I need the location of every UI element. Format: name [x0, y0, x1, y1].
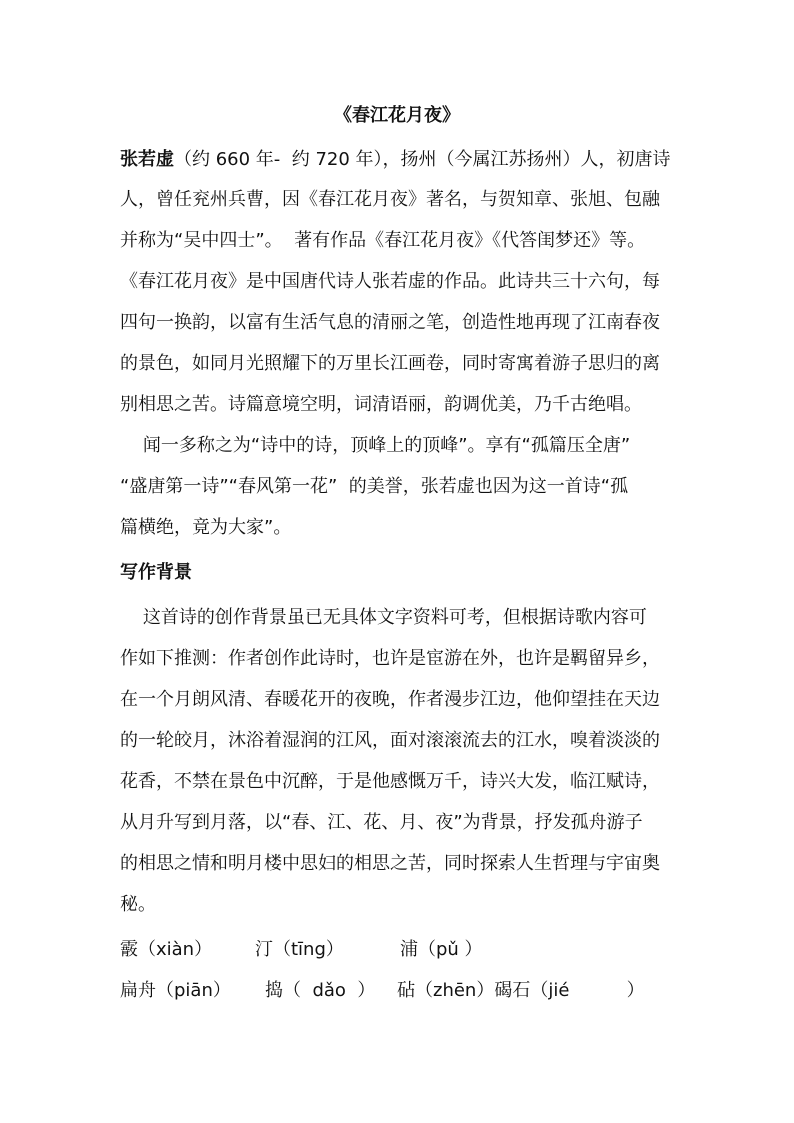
intro-line-8: 闻一多称之为“诗中的诗，顶峰上的顶峰”。享有“孤篇压全唐”	[120, 435, 631, 456]
page-title: 《春江花月夜》	[334, 105, 460, 126]
background-line-8: 秘。	[120, 894, 156, 915]
intro-line-5: 四句一换韵，以富有生活气息的清丽之笔，创造性地再现了江南春夜	[120, 312, 660, 333]
background-line-3: 在一个月朗风清、春暖花开的夜晚，作者漫步江边，他仰望挂在天边	[120, 689, 660, 710]
background-line-4: 的一轮皎月，沐浴着湿润的江风，面对滚滚流去的江水，嗅着淡淡的	[120, 730, 660, 751]
intro-line-3: 并称为“吴中四士”。 著有作品《春江花月夜》《代答闺梦还》等。	[120, 230, 646, 251]
pinyin-item: 浦（pǔ ）	[400, 939, 483, 960]
pinyin-item: 砧（zhēn）碣石（jié ）	[397, 980, 645, 1001]
background-line-1: 这首诗的创作背景虽已无具体文字资料可考，但根据诗歌内容可	[120, 607, 647, 628]
intro-line-10: 篇横绝，竟为大家”。	[120, 517, 292, 538]
intro-line-9: “盛唐第一诗”“春风第一花” 的美誉，张若虚也因为这一首诗“孤	[120, 476, 629, 497]
intro-line-1-text: （约 660 年- 约 720 年），扬州（今属江苏扬州）人，初唐诗	[174, 149, 671, 170]
intro-line-2: 人，曾任兖州兵曹，因《春江花月夜》著名，与贺知章、张旭、包融	[120, 189, 660, 210]
background-line-2: 作如下推测：作者创作此诗时，也许是宦游在外，也许是羁留异乡，	[120, 648, 660, 669]
author-name: 张若虚	[120, 149, 174, 170]
intro-line-7: 别相思之苦。诗篇意境空明，词清语丽，韵调优美，乃千古绝唱。	[120, 394, 642, 415]
pinyin-item: 汀（tīng）	[255, 939, 344, 960]
pinyin-item: 捣（ dǎo ）	[265, 980, 376, 1001]
intro-line-1	[120, 145, 671, 175]
background-line-7: 的相思之情和明月楼中思妇的相思之苦，同时探索人生哲理与宇宙奥	[120, 853, 660, 874]
pinyin-item: 扁舟（piān）	[120, 980, 231, 1001]
pinyin-item: 霰（xiàn）	[120, 939, 213, 960]
intro-line-4: 《春江花月夜》是中国唐代诗人张若虚的作品。此诗共三十六句，每	[120, 271, 660, 292]
intro-line-6: 的景色，如同月光照耀下的万里长江画卷，同时寄寓着游子思归的离	[120, 353, 660, 374]
background-line-5: 花香，不禁在景色中沉醉，于是他感慨万千，诗兴大发，临江赋诗，	[120, 771, 660, 792]
background-line-6: 从月升写到月落，以“春、江、花、月、夜”为背景，抒发孤舟游子	[120, 812, 643, 833]
section-heading: 写作背景	[120, 562, 192, 583]
